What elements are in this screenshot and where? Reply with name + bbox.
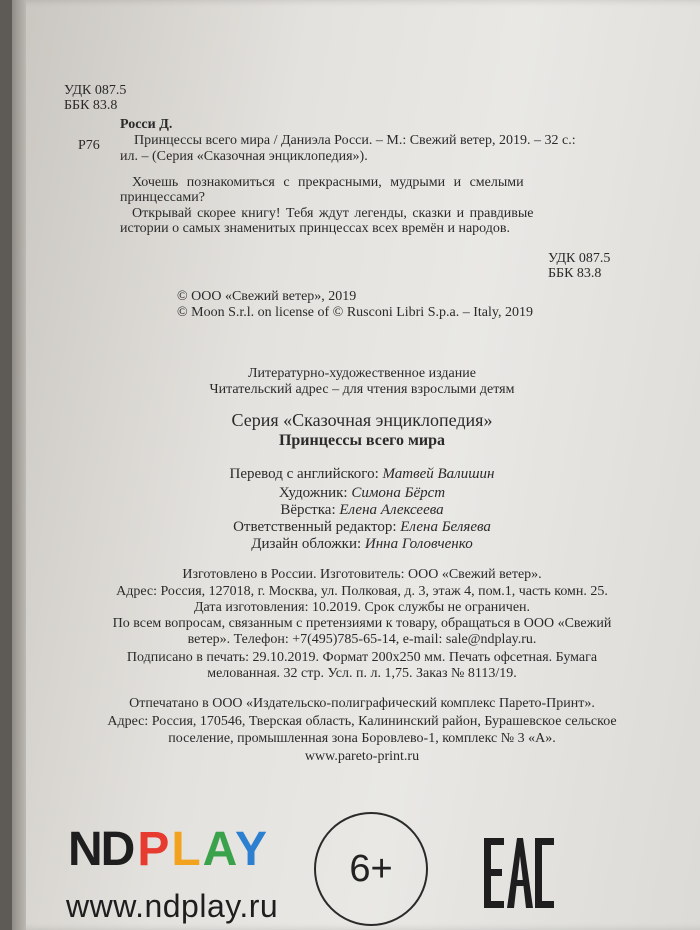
page-edge (12, 0, 26, 930)
credit-editor: Ответственный редактор: Елена Беляева (233, 519, 491, 535)
udk-bottom: УДК 087.5 (548, 251, 611, 266)
credit-layout: Вёрстка: Елена Алексеева (280, 502, 444, 518)
edition-series: Серия «Сказочная энциклопедия» (231, 410, 493, 430)
credit-translation: Перевод с английского: Матвей Валишин (229, 466, 495, 482)
eac-mark-icon (484, 836, 554, 917)
udk-top: УДК 087.5 (64, 83, 127, 98)
annotation-line2: принцессами? (120, 190, 205, 205)
logo-play-letter: P (137, 822, 172, 876)
credit-cover: Дизайн обложки: Инна Головченко (251, 536, 473, 552)
logo-play-letter: L (171, 822, 203, 876)
printer-line2: Адрес: Россия, 170546, Тверская область, Калининский район, Бурашевское сельское (107, 714, 617, 729)
logo-nd-text: ND (68, 822, 134, 876)
printer-line1: Отпечатано в ООО «Издательско-полиграфический комплекс Парето-Принт». (129, 696, 595, 711)
imprint-line1: Изготовлено в России. Изготовитель: ООО «Свежий ветер». (182, 567, 542, 582)
printer-website: www.pareto-print.ru (304, 749, 420, 764)
edition-type: Литературно-художественное издание (248, 366, 476, 381)
catalog-code: Р76 (78, 138, 100, 153)
book-page (12, 0, 700, 930)
catalog-author: Росси Д. (120, 117, 173, 132)
printer-line3: поселение, промышленная зона Боровлево-1, комплекс № 3 «А». (168, 731, 556, 746)
imprint-line7: мелованная. 32 стр. Усл. п. л. 1,75. Заказ № 8113/19. (207, 666, 517, 681)
annotation-line4: истории о самых знаменитых принцессах всех времён и народов. (120, 221, 511, 236)
imprint-line4: По всем вопросам, связанным с претензиями к товару, обращаться в ООО «Свежий (112, 616, 612, 631)
logo-play-letter: A (202, 822, 235, 876)
ndplay-url: www.ndplay.ru (66, 888, 279, 924)
bbk-top: ББК 83.8 (64, 98, 118, 113)
logo-play-letter: Y (234, 822, 269, 876)
credit-illustrator: Художник: Симона Бёрст (278, 485, 446, 501)
catalog-entry-line2: ил. – (Серия «Сказочная энциклопедия»). (120, 149, 368, 164)
catalog-entry-line1: Принцессы всего мира / Даниэла Росси. – М.: Свежий ветер, 2019. – 32 с.: (134, 133, 576, 148)
imprint-line3: Дата изготовления: 10.2019. Срок службы не ограничен. (193, 600, 531, 615)
ndplay-logo (68, 823, 269, 875)
imprint-line2: Адрес: Россия, 127018, г. Москва, ул. Полковая, д. 3, этаж 4, пом.1, часть комн. 25. (116, 584, 608, 599)
annotation-line1: Хочешь познакомиться с прекрасными, мудрыми и смелыми (132, 175, 524, 190)
annotation-line3: Открывай скорее книгу! Тебя ждут легенды, сказки и правдивые (132, 206, 534, 221)
edition-title: Принцессы всего мира (278, 432, 446, 449)
logo-play-text (137, 822, 269, 877)
copyright-line2: © Moon S.r.l. on license of © Rusconi Libri S.p.a. – Italy, 2019 (177, 305, 533, 320)
age-rating-badge: 6+ (314, 812, 428, 926)
bbk-bottom: ББК 83.8 (548, 266, 602, 281)
imprint-line6: Подписано в печать: 29.10.2019. Формат 200x250 мм. Печать офсетная. Бумага (126, 650, 598, 665)
imprint-line5: ветер». Телефон: +7(495)785-65-14, e-mail: sale@ndplay.ru. (187, 632, 537, 647)
copyright-line1: © ООО «Свежий ветер», 2019 (177, 289, 357, 304)
edition-audience: Читательский адрес – для чтения взрослыми детям (209, 382, 515, 397)
